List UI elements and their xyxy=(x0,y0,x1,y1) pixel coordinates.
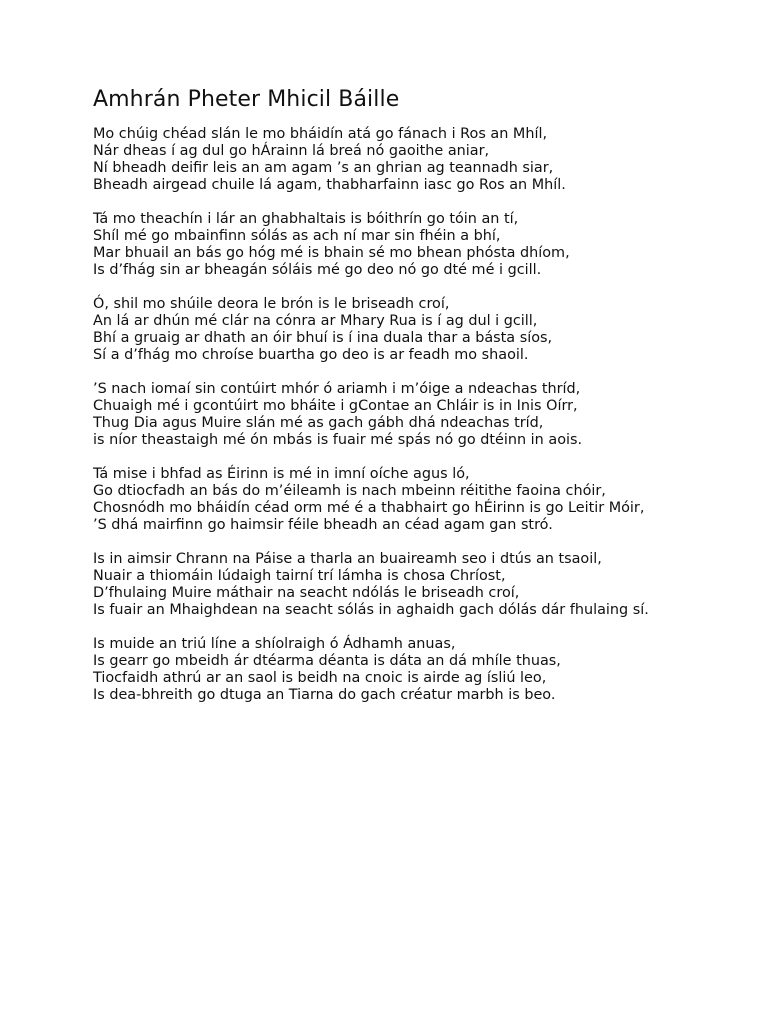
stanza-line: Nuair a thiomáin Iúdaigh tairní trí lámha is chosa Chríost, xyxy=(93,568,506,584)
document-page xyxy=(93,86,683,721)
stanza-line: Is fuair an Mhaighdean na seacht sólás in aghaidh gach dólás dár fhulaing sí. xyxy=(93,602,649,618)
stanza-line: Sí a d’fhág mo chroíse buartha go deo is ar feadh mo shaoil. xyxy=(93,347,529,363)
stanza-line: Is d’fhág sin ar bheagán sóláis mé go deo nó go dté mé i gcill. xyxy=(93,262,542,278)
stanza-line: Is dea-bhreith go dtuga an Tiarna do gach créatur marbh is beo. xyxy=(93,687,556,703)
stanza-line: Go dtiocfadh an bás do m’éileamh is nach mbeinn réitithe faoina chóir, xyxy=(93,483,606,499)
stanza-5 xyxy=(93,466,683,534)
stanza-line: Tá mo theachín i lár an ghabhaltais is bóithrín go tóin an tí, xyxy=(93,211,519,227)
stanza-line: is níor theastaigh mé ón mbás is fuair mé spás nó go dtéinn in aois. xyxy=(93,432,583,448)
stanza-line: Is gearr go mbeidh ár dtéarma déanta is dáta an dá mhíle thuas, xyxy=(93,653,561,669)
stanza-3 xyxy=(93,296,683,364)
stanza-line: An lá ar dhún mé clár na cónra ar Mhary Rua is í ag dul i gcill, xyxy=(93,313,538,329)
stanza-line: Ní bheadh deifir leis an am agam ’s an ghrian ag teannadh siar, xyxy=(93,160,554,176)
stanza-line: Bhí a gruaig ar dhath an óir bhuí is í ina duala thar a básta síos, xyxy=(93,330,553,346)
stanza-line: ’S dhá mairfinn go haimsir féile bheadh an céad agam gan stró. xyxy=(93,517,553,533)
stanza-line: Shíl mé go mbainfinn sólás as ach ní mar sin fhéin a bhí, xyxy=(93,228,501,244)
stanza-line: Ó, shil mo shúile deora le brón is le briseadh croí, xyxy=(93,296,450,312)
stanza-7 xyxy=(93,636,683,704)
stanza-line: Mo chúig chéad slán le mo bháidín atá go fánach i Ros an Mhíl, xyxy=(93,126,548,142)
stanza-1 xyxy=(93,126,683,194)
stanza-line: Tiocfaidh athrú ar an saol is beidh na cnoic is airde ag ísliú leo, xyxy=(93,670,547,686)
stanza-4 xyxy=(93,381,683,449)
stanza-2 xyxy=(93,211,683,279)
stanza-line: Nár dheas í ag dul go hÁrainn lá breá nó gaoithe aniar, xyxy=(93,143,490,159)
poem-title: Amhrán Pheter Mhicil Báille xyxy=(93,87,400,112)
stanza-line: Is in aimsir Chrann na Páise a tharla an buaireamh seo i dtús an tsaoil, xyxy=(93,551,602,567)
stanza-line: ’S nach iomaí sin contúirt mhór ó ariamh i m’óige a ndeachas thríd, xyxy=(93,381,581,397)
stanza-line: Chuaigh mé i gcontúirt mo bháite i gContae an Chláir is in Inis Oírr, xyxy=(93,398,578,414)
stanza-line: Chosnódh mo bháidín céad orm mé é a thabhairt go hÉirinn is go Leitir Móir, xyxy=(93,500,645,516)
stanza-line: D’fhulaing Muire máthair na seacht ndólás le briseadh croí, xyxy=(93,585,520,601)
stanza-6 xyxy=(93,551,683,619)
stanza-line: Mar bhuail an bás go hóg mé is bhain sé mo bhean phósta dhíom, xyxy=(93,245,570,261)
stanza-line: Is muide an triú líne a shíolraigh ó Ádhamh anuas, xyxy=(93,636,456,652)
stanza-line: Bheadh airgead chuile lá agam, thabharfainn iasc go Ros an Mhíl. xyxy=(93,177,566,193)
stanza-line: Tá mise i bhfad as Éirinn is mé in imní oíche agus ló, xyxy=(93,466,470,482)
stanza-line: Thug Dia agus Muire slán mé as gach gábh dhá ndeachas tríd, xyxy=(93,415,544,431)
